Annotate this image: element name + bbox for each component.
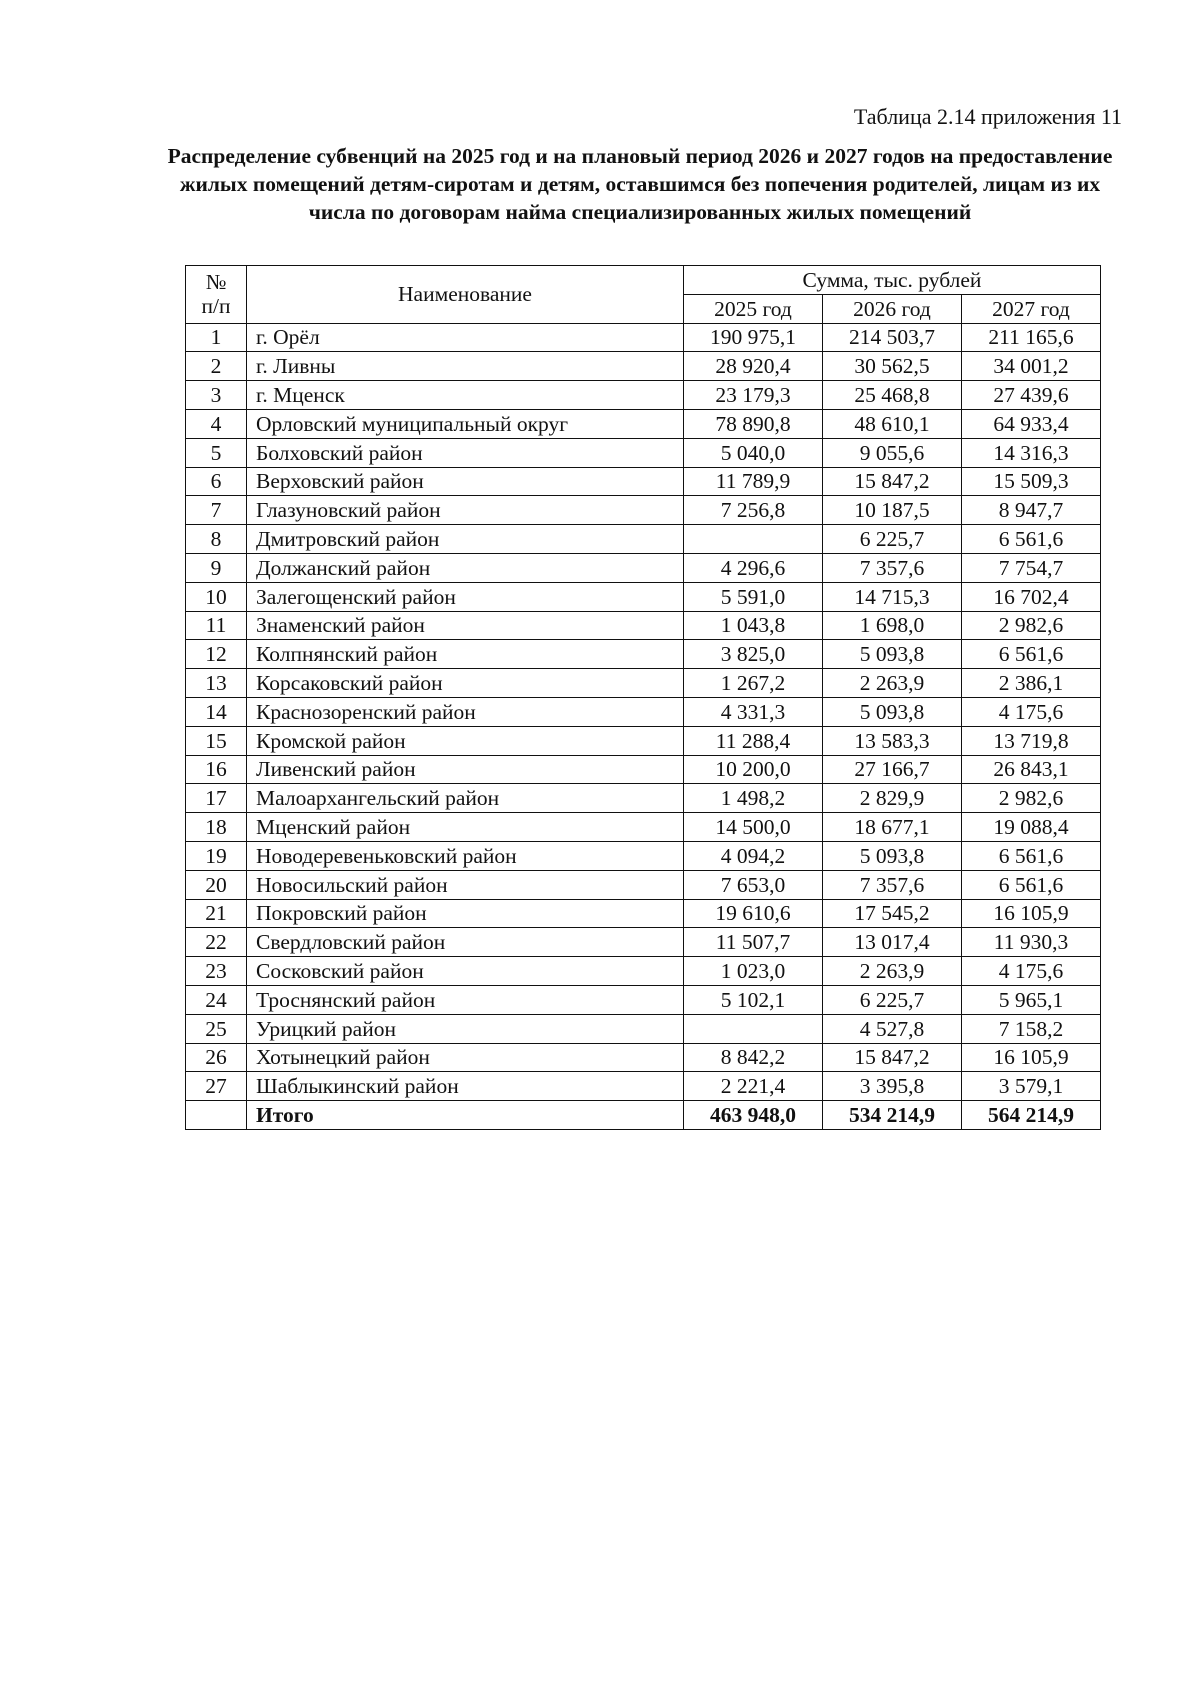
table-row — [186, 582, 1101, 611]
row-value-2026: 5 093,8 — [823, 841, 962, 870]
row-value-2026: 30 562,5 — [823, 352, 962, 381]
row-value-2027: 4 175,6 — [962, 957, 1101, 986]
row-value-2026: 2 263,9 — [823, 957, 962, 986]
row-number: 16 — [186, 755, 247, 784]
table-reference: Таблица 2.14 приложения 11 — [853, 104, 1122, 129]
row-name: г. Мценск — [247, 381, 684, 410]
table-row — [186, 553, 1101, 582]
row-value-2027: 15 509,3 — [962, 467, 1101, 496]
total-value-2025: 463 948,0 — [684, 1101, 823, 1130]
row-value-2025: 5 102,1 — [684, 985, 823, 1014]
row-value-2025: 11 288,4 — [684, 726, 823, 755]
row-value-2025: 11 507,7 — [684, 928, 823, 957]
row-value-2025: 5 040,0 — [684, 438, 823, 467]
row-name: Мценский район — [247, 813, 684, 842]
row-value-2025: 4 094,2 — [684, 841, 823, 870]
row-value-2025: 1 498,2 — [684, 784, 823, 813]
row-value-2025: 3 825,0 — [684, 640, 823, 669]
row-value-2027: 7 158,2 — [962, 1014, 1101, 1043]
total-value-2027: 564 214,9 — [962, 1101, 1101, 1130]
row-value-2025: 7 653,0 — [684, 870, 823, 899]
row-number: 7 — [186, 496, 247, 525]
table-row — [186, 438, 1101, 467]
row-name: Должанский район — [247, 553, 684, 582]
row-value-2025: 19 610,6 — [684, 899, 823, 928]
row-value-2026: 13 583,3 — [823, 726, 962, 755]
table-header-row — [186, 266, 1101, 295]
table-row — [186, 669, 1101, 698]
row-number: 14 — [186, 697, 247, 726]
row-number: 23 — [186, 957, 247, 986]
table-row — [186, 467, 1101, 496]
row-name: Верховский район — [247, 467, 684, 496]
table-row — [186, 784, 1101, 813]
row-value-2025: 4 331,3 — [684, 697, 823, 726]
row-name: Болховский район — [247, 438, 684, 467]
row-value-2027: 4 175,6 — [962, 697, 1101, 726]
row-value-2025: 1 023,0 — [684, 957, 823, 986]
row-name: Покровский район — [247, 899, 684, 928]
header-year-2027: 2027 год — [962, 294, 1101, 323]
row-name: Дмитровский район — [247, 525, 684, 554]
table-row — [186, 496, 1101, 525]
row-number: 24 — [186, 985, 247, 1014]
row-value-2026: 7 357,6 — [823, 553, 962, 582]
header-year-2026: 2026 год — [823, 294, 962, 323]
row-value-2027: 13 719,8 — [962, 726, 1101, 755]
row-number: 26 — [186, 1043, 247, 1072]
table-row — [186, 323, 1101, 352]
row-value-2026: 7 357,6 — [823, 870, 962, 899]
row-value-2025: 28 920,4 — [684, 352, 823, 381]
table-row — [186, 409, 1101, 438]
row-value-2027: 6 561,6 — [962, 841, 1101, 870]
row-value-2025: 4 296,6 — [684, 553, 823, 582]
row-name: Троснянский район — [247, 985, 684, 1014]
row-value-2025: 8 842,2 — [684, 1043, 823, 1072]
row-number: 10 — [186, 582, 247, 611]
row-value-2026: 5 093,8 — [823, 640, 962, 669]
row-name: Кромской район — [247, 726, 684, 755]
row-value-2026: 25 468,8 — [823, 381, 962, 410]
row-value-2025: 23 179,3 — [684, 381, 823, 410]
row-name: Новодеревеньковский район — [247, 841, 684, 870]
row-name: Краснозоренский район — [247, 697, 684, 726]
row-value-2027: 11 930,3 — [962, 928, 1101, 957]
row-name: Новосильский район — [247, 870, 684, 899]
table-row — [186, 525, 1101, 554]
row-value-2025: 14 500,0 — [684, 813, 823, 842]
row-value-2025: 11 789,9 — [684, 467, 823, 496]
row-name: Хотынецкий район — [247, 1043, 684, 1072]
row-name: Шаблыкинский район — [247, 1072, 684, 1101]
row-number: 20 — [186, 870, 247, 899]
row-name: Залегощенский район — [247, 582, 684, 611]
row-value-2027: 8 947,7 — [962, 496, 1101, 525]
row-value-2027: 16 105,9 — [962, 899, 1101, 928]
row-value-2026: 15 847,2 — [823, 1043, 962, 1072]
row-name: Малоархангельский район — [247, 784, 684, 813]
row-value-2026: 214 503,7 — [823, 323, 962, 352]
table-row — [186, 1014, 1101, 1043]
table-body — [186, 323, 1101, 1129]
row-value-2026: 13 017,4 — [823, 928, 962, 957]
total-value-2026: 534 214,9 — [823, 1101, 962, 1130]
row-value-2027: 64 933,4 — [962, 409, 1101, 438]
table-row — [186, 611, 1101, 640]
table-row — [186, 870, 1101, 899]
row-value-2026: 6 225,7 — [823, 985, 962, 1014]
row-number: 9 — [186, 553, 247, 582]
row-value-2025: 78 890,8 — [684, 409, 823, 438]
table-row — [186, 985, 1101, 1014]
subvention-table — [185, 265, 1101, 1130]
header-year-2025: 2025 год — [684, 294, 823, 323]
row-value-2026: 2 829,9 — [823, 784, 962, 813]
table-row — [186, 957, 1101, 986]
table-row — [186, 755, 1101, 784]
table-row — [186, 1043, 1101, 1072]
row-number: 17 — [186, 784, 247, 813]
row-value-2027: 3 579,1 — [962, 1072, 1101, 1101]
table-row — [186, 813, 1101, 842]
row-value-2026: 10 187,5 — [823, 496, 962, 525]
row-value-2027: 2 982,6 — [962, 611, 1101, 640]
header-number — [186, 266, 247, 324]
row-number: 27 — [186, 1072, 247, 1101]
row-value-2025 — [684, 1014, 823, 1043]
row-value-2025: 10 200,0 — [684, 755, 823, 784]
row-value-2025: 1 043,8 — [684, 611, 823, 640]
row-number: 3 — [186, 381, 247, 410]
table-row — [186, 928, 1101, 957]
row-number: 1 — [186, 323, 247, 352]
row-value-2027: 26 843,1 — [962, 755, 1101, 784]
row-name: г. Ливны — [247, 352, 684, 381]
table-row — [186, 1072, 1101, 1101]
row-value-2026: 2 263,9 — [823, 669, 962, 698]
row-name: Колпнянский район — [247, 640, 684, 669]
row-value-2026: 48 610,1 — [823, 409, 962, 438]
row-value-2027: 19 088,4 — [962, 813, 1101, 842]
total-number-empty — [186, 1101, 247, 1130]
row-value-2025: 5 591,0 — [684, 582, 823, 611]
row-value-2027: 16 105,9 — [962, 1043, 1101, 1072]
row-value-2027: 34 001,2 — [962, 352, 1101, 381]
header-number-line2: п/п — [201, 294, 231, 319]
row-name: Корсаковский район — [247, 669, 684, 698]
row-value-2026: 17 545,2 — [823, 899, 962, 928]
row-value-2027: 6 561,6 — [962, 640, 1101, 669]
row-number: 18 — [186, 813, 247, 842]
row-value-2026: 14 715,3 — [823, 582, 962, 611]
row-value-2026: 18 677,1 — [823, 813, 962, 842]
row-number: 8 — [186, 525, 247, 554]
row-value-2026: 4 527,8 — [823, 1014, 962, 1043]
row-number: 12 — [186, 640, 247, 669]
row-number: 22 — [186, 928, 247, 957]
row-value-2025: 7 256,8 — [684, 496, 823, 525]
row-name: Ливенский район — [247, 755, 684, 784]
row-value-2026: 1 698,0 — [823, 611, 962, 640]
table-row — [186, 841, 1101, 870]
row-value-2025: 190 975,1 — [684, 323, 823, 352]
header-sum: Сумма, тыс. рублей — [684, 266, 1101, 295]
table-row — [186, 697, 1101, 726]
row-value-2027: 16 702,4 — [962, 582, 1101, 611]
row-number: 6 — [186, 467, 247, 496]
row-name: Знаменский район — [247, 611, 684, 640]
row-name: г. Орёл — [247, 323, 684, 352]
table-row — [186, 726, 1101, 755]
row-value-2027: 2 982,6 — [962, 784, 1101, 813]
row-name: Урицкий район — [247, 1014, 684, 1043]
row-value-2025: 2 221,4 — [684, 1072, 823, 1101]
row-value-2026: 27 166,7 — [823, 755, 962, 784]
row-value-2026: 15 847,2 — [823, 467, 962, 496]
row-value-2027: 211 165,6 — [962, 323, 1101, 352]
total-label: Итого — [247, 1101, 684, 1130]
row-value-2027: 7 754,7 — [962, 553, 1101, 582]
total-row — [186, 1101, 1101, 1130]
table-row — [186, 640, 1101, 669]
row-number: 19 — [186, 841, 247, 870]
header-name: Наименование — [247, 266, 684, 324]
row-value-2025 — [684, 525, 823, 554]
row-number: 25 — [186, 1014, 247, 1043]
row-value-2026: 9 055,6 — [823, 438, 962, 467]
row-name: Свердловский район — [247, 928, 684, 957]
row-number: 15 — [186, 726, 247, 755]
row-value-2027: 5 965,1 — [962, 985, 1101, 1014]
row-number: 5 — [186, 438, 247, 467]
row-name: Орловский муниципальный округ — [247, 409, 684, 438]
row-number: 13 — [186, 669, 247, 698]
row-value-2026: 6 225,7 — [823, 525, 962, 554]
row-value-2027: 27 439,6 — [962, 381, 1101, 410]
row-value-2027: 6 561,6 — [962, 870, 1101, 899]
row-name: Глазуновский район — [247, 496, 684, 525]
row-value-2027: 14 316,3 — [962, 438, 1101, 467]
row-value-2027: 2 386,1 — [962, 669, 1101, 698]
table-row — [186, 381, 1101, 410]
row-name: Сосковский район — [247, 957, 684, 986]
document-title: Распределение субвенций на 2025 год и на плановый период 2026 и 2027 годов на предоставление жилых помещений детям-сиротам и детям, оставшимся без попечения родителей, лицам из их числа по договорам найма специализированных жилых помещений — [167, 144, 1113, 224]
row-value-2025: 1 267,2 — [684, 669, 823, 698]
row-number: 11 — [186, 611, 247, 640]
row-number: 4 — [186, 409, 247, 438]
header-number-line1: № — [205, 270, 227, 295]
row-value-2027: 6 561,6 — [962, 525, 1101, 554]
table-row — [186, 899, 1101, 928]
table-row — [186, 352, 1101, 381]
row-number: 2 — [186, 352, 247, 381]
row-value-2026: 3 395,8 — [823, 1072, 962, 1101]
row-number: 21 — [186, 899, 247, 928]
row-value-2026: 5 093,8 — [823, 697, 962, 726]
